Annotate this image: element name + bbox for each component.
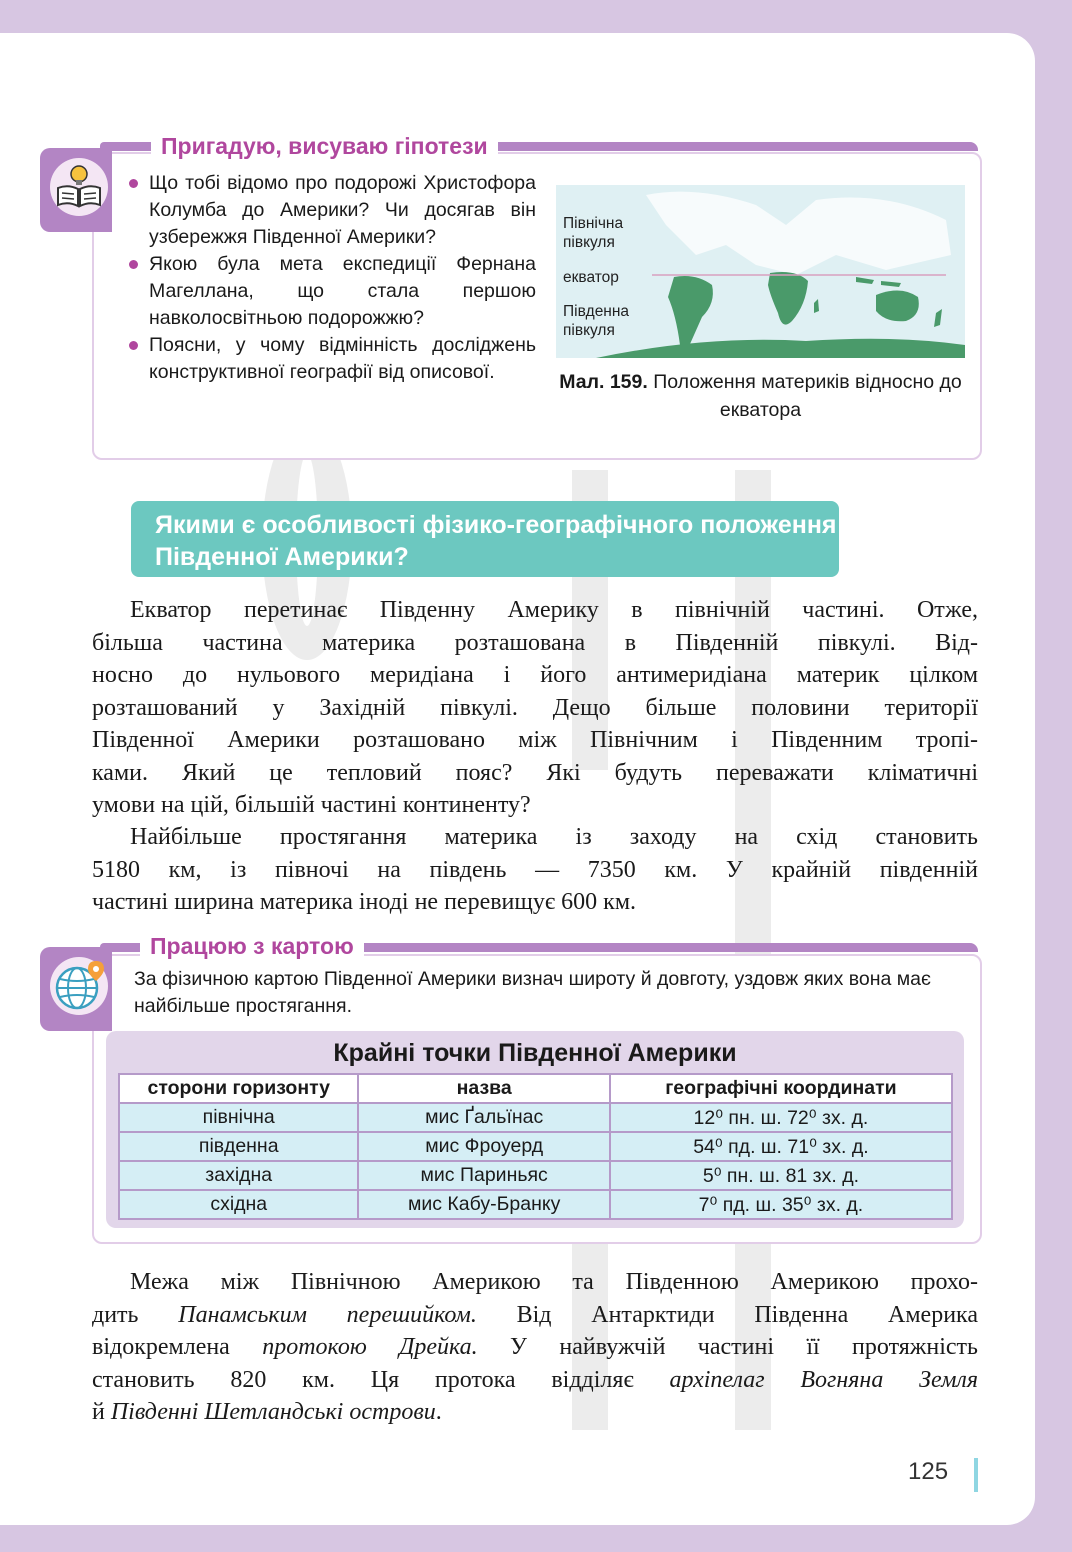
extreme-points-table [118, 1073, 953, 1220]
world-map-figure [556, 185, 965, 358]
column-header: сторони горизонту [119, 1074, 358, 1103]
table-cell: 7⁰ пд. ш. 35⁰ зх. д. [610, 1190, 952, 1219]
text-line: 5180 км, із півночі на південь — 7350 км. У крайній південній [92, 856, 978, 883]
question-item: Якою була мета експедиції Фернана Магеллана, що стала першою навколосвітньою подорожжю? [124, 251, 536, 332]
table-cell: 5⁰ пн. ш. 81 зх. д. [610, 1161, 952, 1190]
caption-text: Положення материків відносно до екватора [653, 371, 962, 421]
table-cell: 54⁰ пд. ш. 71⁰ зх. д. [610, 1132, 952, 1161]
figure-caption [556, 368, 965, 424]
label-equator: екватор [563, 269, 619, 286]
text-run: дить [92, 1301, 179, 1328]
section-heading: Якими є особливості фізико-географічного положення Південної Америки? [131, 501, 839, 577]
text-line: ками. Який це тепловий пояс? Які будуть переважати кліматичні [92, 759, 978, 786]
text-line: Екватор перетинає Південну Америку в північній частині. Отже, [130, 597, 978, 623]
term-drake-passage: протокою Дрейка. [262, 1334, 478, 1360]
table-cell: південна [119, 1132, 358, 1161]
label-northern-hemisphere: Північна півкуля [563, 215, 624, 251]
table-cell: мис Париньяс [358, 1161, 609, 1190]
paragraph-border [92, 1266, 978, 1429]
page-number: 125 [908, 1458, 949, 1485]
globe-pin-icon [50, 957, 108, 1015]
table-row [119, 1190, 952, 1219]
hypotheses-tab [40, 148, 112, 232]
term-tierra-del-fuego: архіпелаг Вогняна Земля [669, 1366, 979, 1393]
text-run: становить 820 км. Ця протока відділяє [92, 1366, 670, 1393]
book-lightbulb-icon [50, 158, 108, 216]
text-run: Від Антарктиди Південна Америка [476, 1301, 978, 1328]
map-task-title: Працюю з картою [140, 932, 364, 960]
text-line [92, 1331, 978, 1364]
hypotheses-title: Пригадую, висуваю гіпотези [151, 132, 498, 160]
text-line: більша частина материка розташована в Південній півкулі. Від- [92, 629, 978, 656]
table-cell: західна [119, 1161, 358, 1190]
table-title: Крайні точки Південної Америки [333, 1039, 737, 1067]
term-panama-isthmus: Панамським перешийком. [178, 1301, 477, 1328]
paragraph-extent [92, 821, 978, 919]
paragraph-equator [92, 594, 978, 822]
text-line: розташований у Західній півкулі. Дещо більше половини території [92, 694, 978, 721]
table-cell: 12⁰ пн. ш. 72⁰ зх. д. [610, 1103, 952, 1132]
map-task-tab [40, 947, 112, 1031]
text-line: частині ширина материка іноді не перевищує 600 км. [92, 889, 637, 915]
text-run: Межа між Північною Америкою та Південною Америкою прохо- [130, 1269, 978, 1295]
text-run: відокремлена [92, 1334, 263, 1360]
table-cell: північна [119, 1103, 358, 1132]
text-run: й [92, 1399, 111, 1425]
question-list [124, 170, 536, 386]
map-task-text: За фізичною картою Південної Америки визнач широту й довготу, уздовж яких вона має найбільше простягання. [134, 968, 931, 1017]
column-header: географічні координати [610, 1074, 952, 1103]
text-run: У найвужчій частині її протяжність [477, 1334, 978, 1360]
table-cell: мис Фроуерд [358, 1132, 609, 1161]
text-line [92, 1364, 978, 1397]
table-cell: східна [119, 1190, 358, 1219]
table-cell: мис Ґальїнас [358, 1103, 609, 1132]
text-line [92, 1396, 978, 1429]
text-line: носно до нульового меридіана і його антимеридіана материк цілком [92, 662, 978, 688]
extreme-points-panel [106, 1031, 964, 1228]
table-row [119, 1132, 952, 1161]
text-line: умови на цій, більшій частині континенту? [92, 792, 531, 818]
column-header: назва [358, 1074, 609, 1103]
table-row [119, 1161, 952, 1190]
page-number-bar [974, 1458, 978, 1492]
text-line [92, 1299, 978, 1332]
table-row [119, 1103, 952, 1132]
text-line: Найбільше простягання материка із заходу на схід становить [130, 824, 978, 850]
text-run: . [435, 1399, 442, 1425]
table-cell: мис Кабу-Бранку [358, 1190, 609, 1219]
caption-number: Мал. 159. [559, 371, 648, 393]
table-header-row [119, 1074, 952, 1103]
label-southern-hemisphere: Південна півкуля [563, 303, 630, 339]
text-line: Південної Америки розташовано між Північним і Південним тропі- [92, 727, 978, 753]
question-item: Поясни, у чому відмінність досліджень конструктивної географії від описової. [124, 332, 536, 386]
question-item: Що тобі відомо про подорожі Христофора Колумба до Америки? Чи досягав він узбережжя Південної Америки? [124, 170, 536, 251]
text-line [92, 1266, 978, 1299]
term-south-shetland: Південні Шетландські острови [110, 1399, 436, 1425]
